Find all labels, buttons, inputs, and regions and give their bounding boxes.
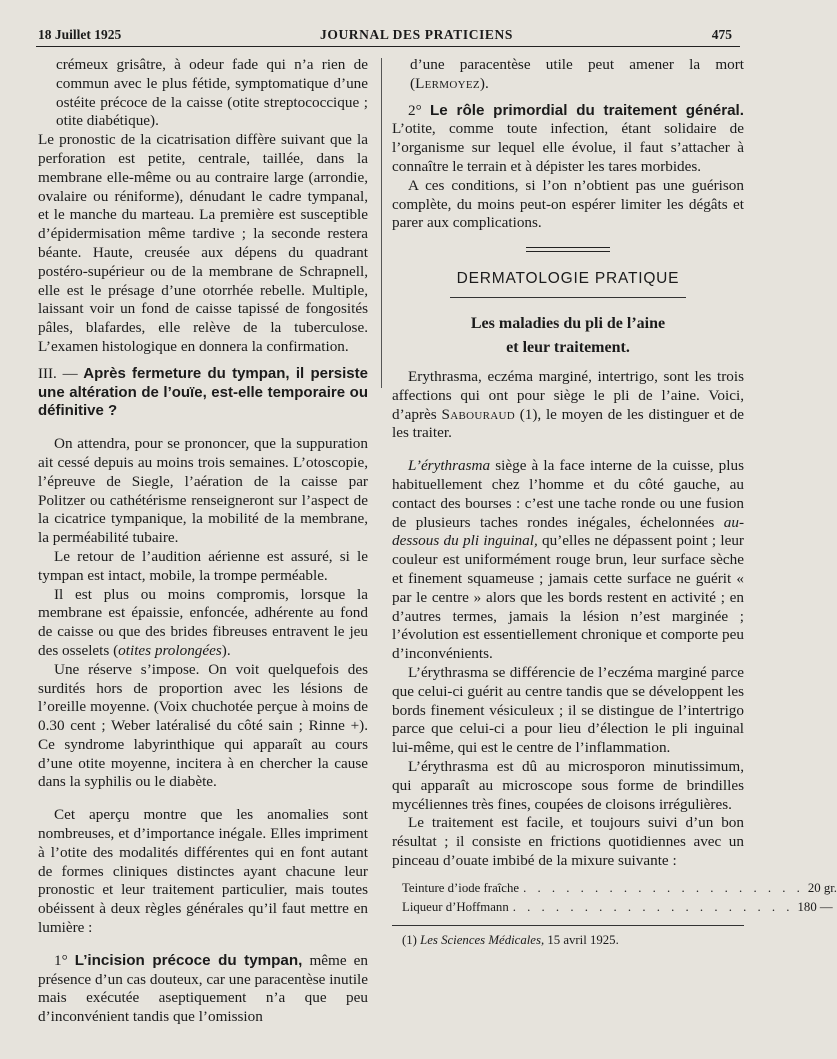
footnote-rule: [392, 925, 744, 926]
recipe-table: [392, 879, 837, 917]
paragraph: Il est plus ou moins compromis, lorsque la membrane est épaissie, enfoncée, adhérente au fond de caisse ou que des brides fibreuses entravent le jeu des osselets (otites prolongées).: [38, 585, 368, 659]
rubric-heading: DERMATOLOGIE PRATIQUE: [456, 270, 680, 288]
ingredient-name: Liqueur d’Hoffmann: [402, 899, 509, 914]
rule-text: L’otite, comme toute infection, étant solidaire de l’organisme sur lequel elle évolue, il faut s’attacher à connaître le terrain et à dépister les tares morbides.: [392, 120, 744, 175]
paragraph: L’érythrasma est dû au microsporon minutissimum, qui apparaît au microscope sous forme de brindilles mycéliennes très fines, coupées de cloisons irrégulières.: [392, 757, 744, 813]
paragraph: Le pronostic de la cicatrisation diffère suivant que la perforation est petite, centrale, taillée, dans la membrane elle-même ou au contraire large (arrondie, ovalaire ou réniforme), dénudant le cadre tympanal, et le manche du marteau. La première est susceptible d’épidermisation même tardive ; la seconde restera béante. Haute, creusée aux dépens du quadrant postéro-supérieur ou de la membrane de Schrapnell, elle est le présage d’une otorrhée rebelle. Multiple, laissant voir un fond de caisse tapissé de fongosités pâles, blafardes, elle relève de la tuberculose. L’examen histologique en donnera la confirmation.: [38, 131, 368, 355]
rule-number: 1°: [54, 951, 68, 969]
rule-paragraph: [392, 102, 744, 177]
rule-paragraph: [38, 952, 368, 1027]
paragraph: Le retour de l’audition aérienne est assuré, si le tympan est intact, mobile, la trompe perméable.: [38, 547, 368, 584]
rule-number: 2°: [408, 101, 422, 119]
rubric-rule: [450, 297, 686, 298]
section-separator: [526, 247, 610, 252]
rule-title: Le rôle primordial du traitement général.: [430, 101, 744, 119]
article-title: Les maladies du pli de l’aine et leur traitement.: [470, 314, 666, 356]
ingredient-name: Teinture d’iode fraîche: [402, 880, 520, 895]
section-title: Après fermeture du tympan, il persiste une altération de l’ouïe, est-elle temporaire ou définitive ?: [38, 364, 368, 420]
issue-date: 18 Juillet 1925: [38, 27, 122, 42]
paragraph: A ces conditions, si l’on n’obtient pas une guérison complète, du moins peut-on espérer limiter les dégâts et parer aux complications.: [392, 176, 744, 232]
paragraph: Erythrasma, eczéma marginé, intertrigo, sont les trois affections qui ont pour siège le pli de l’aine. Voici, d’après Sabouraud (1), le moyen de les distinguer et de les traiter.: [392, 367, 744, 442]
paragraph: crémeux grisâtre, à odeur fade qui n’a rien de commun avec le plus fétide, symptomatique d’une ostéite précoce de la caisse (otite streptococcique ; otite diabétique).: [56, 56, 368, 130]
rule-text: même en présence d’un cas douteux, car une paracentèse inutile mais exécutée aseptiquement n’a que peu d’inconvénient tandis que l’omission: [38, 951, 369, 1026]
ingredient-amount: 20 gr.: [807, 880, 837, 895]
paragraph: Une réserve s’impose. On voit quelquefois des surdités hors de proportion avec les lésions de l’oreille moyenne. (Voix chuchotée perçue à moins de 0.30 cent ; Weber latéralisé du côté sain ; Rinne +). Ce syndrome labyrinthique qui apparaît au cours d’une otite moyenne, incitera à en chercher la cause dans la syphilis ou le diabète.: [38, 660, 368, 791]
paragraph: Le traitement est facile, et toujours suivi d’un bon résultat ; il consiste en frictions quotidiennes avec un pinceau d’ouate imbibé de la mixure suivante :: [392, 814, 744, 869]
recipe-row: [402, 898, 833, 917]
section-heading: [38, 365, 368, 421]
paragraph: L’érythrasma siège à la face interne de la cuisse, plus habituellement chez l’homme et du côté gauche, au contact des bourses : c’est une tache ronde ou une fusion de plusieurs taches rondes inégales, échelonnées au-dessous du pli inguinal, qu’elles ne dépassent point ; leur couleur est uniformément rouge brun, leur surface sèche et finement squameuse ; jamais cette surface ne guérit « par le centre » alors que les bords restent en activité ; en d’autres termes, jamais la lésion n’est marginée ; l’évolution est essentiellement chronique et comporte peu d’inconvénients.: [392, 457, 744, 663]
ingredient-amount: 180 —: [797, 899, 833, 914]
page-number: 475: [711, 27, 732, 42]
paragraph: d’une paracentèse utile peut amener la mort (Lermoyez).: [410, 56, 744, 92]
paragraph: L’érythrasma se différencie de l’eczéma marginé parce que celui-ci guérit au centre tandis que se développent les bords finement vésiculeux ; il se distingue de l’intertrigo parce que celui-ci a pour lieu d’élection le pli inguinal lui-même, qui est le centre de l’inflammation.: [392, 663, 744, 757]
leader-dots: . . . . . . . . . . . . . . . . . . . .: [512, 899, 794, 914]
section-number: III. —: [38, 365, 78, 382]
left-column: [38, 56, 368, 1027]
paragraph: Cet aperçu montre que les anomalies sont nombreuses, et d’importance inégale. Elles impriment à l’otite des modalités différentes qui en font autant de formes cliniques distinctes ayant chacune leur pronostic et leur traitement particulier, mais toutes obéissent à deux règles générales qu’il faut mettre en lumière :: [38, 806, 368, 937]
leader-dots: . . . . . . . . . . . . . . . . . . . .: [523, 880, 804, 895]
running-header: [38, 26, 732, 44]
column-divider: [381, 58, 382, 388]
right-column: [392, 56, 837, 949]
recipe-row: [402, 879, 837, 898]
paragraph: On attendra, pour se prononcer, que la suppuration ait cessé depuis au moins trois semaines. L’otoscopie, l’épreuve de Siegle, l’aération de la caisse par Politzer ou cathétérisme renseigneront sur l’aspect de la cicatrice tympanique, la mobilité de la membrane, la perméabilité tubaire.: [38, 435, 368, 547]
rule-title: L’incision précoce du tympan,: [74, 951, 303, 969]
footnote: (1) Les Sciences Médicales, 15 avril 1925.: [402, 932, 619, 947]
header-rule: [36, 46, 740, 47]
journal-title: JOURNAL DES PRATICIENS: [320, 27, 513, 42]
